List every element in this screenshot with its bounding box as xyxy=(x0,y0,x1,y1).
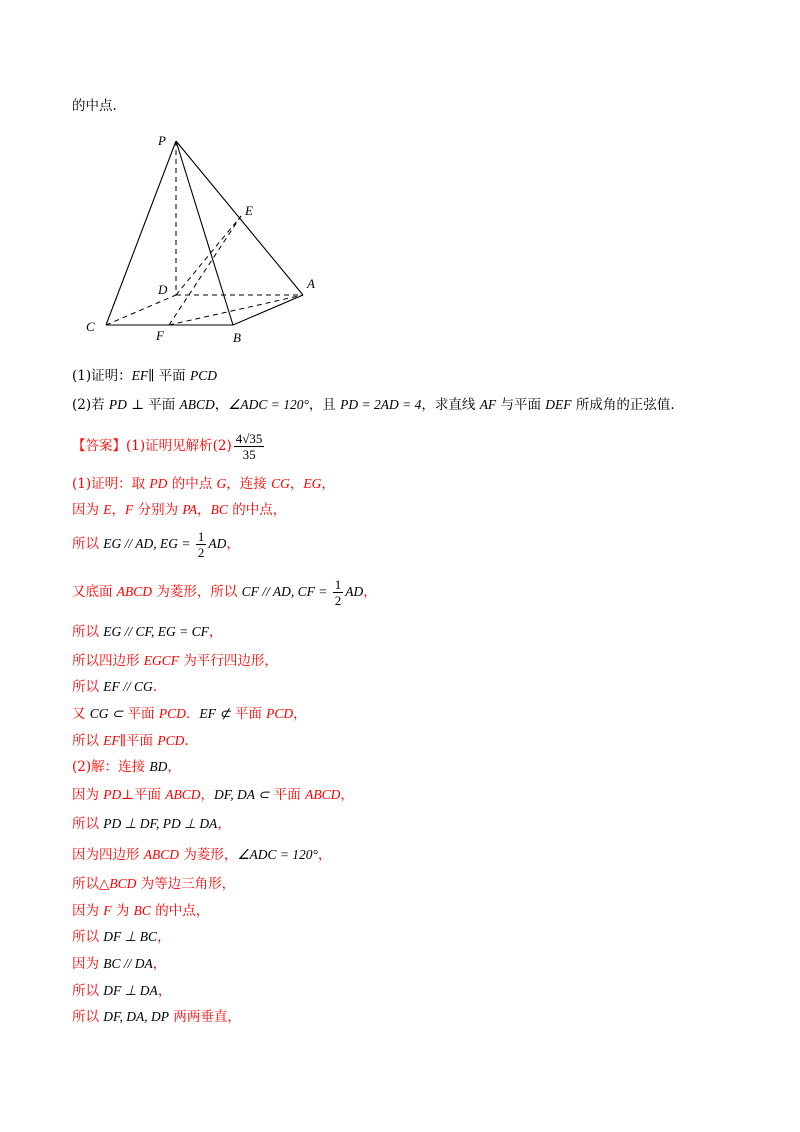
solution-line-1: (1)证明：取 PD 的中点 G，连接 CG，EG， xyxy=(72,476,335,492)
answer-line: 【答案】(1)证明见解析(2) $\frac{4√35}{35}$ xyxy=(72,431,263,462)
solution-line-19: 所以 DF, DA, DP 两两垂直， xyxy=(72,1009,241,1025)
label-f: F xyxy=(156,328,164,343)
label-d: D xyxy=(158,282,168,297)
edge-pb xyxy=(176,141,233,325)
edge-cd xyxy=(106,295,176,325)
solution-line-4: 又底面 ABCD 为菱形，所以 CF // AD, CF = $\frac{1}{2}$ AD， xyxy=(72,577,377,608)
pyramid-figure xyxy=(80,125,330,350)
question-part2: (2)若 PD ⊥ 平面 ABCD，∠ADC = 120°，且 PD = 2AD = 4，求直线 AF 与平面 DEF 所成角的正弦值. xyxy=(72,397,675,413)
answer-fraction: $\frac{4√35}{35}$ xyxy=(235,431,263,462)
label-c: C xyxy=(86,319,95,334)
question-part1: (1)证明：EF∥ 平面 PCD xyxy=(72,368,217,384)
label-e: E xyxy=(245,203,253,218)
label-p: P xyxy=(158,133,166,148)
solution-line-14: 所以△BCD 为等边三角形， xyxy=(72,876,236,892)
solution-line-11: 因为 PD⊥平面 ABCD，DF, DA ⊂ 平面 ABCD， xyxy=(72,787,354,803)
edge-pc xyxy=(106,141,176,325)
solution-line-16: 所以 DF ⊥ BC， xyxy=(72,929,171,945)
solution-line-7: 所以 EF // CG. xyxy=(72,679,158,695)
solution-line-18: 所以 DF ⊥ DA， xyxy=(72,983,172,999)
intro-tail-text: 的中点. xyxy=(72,98,117,114)
solution-line-8: 又 CG ⊂ 平面 PCD．EF ⊄ 平面 PCD， xyxy=(72,706,307,722)
edge-ba xyxy=(233,295,303,325)
solution-line-12: 所以 PD ⊥ DF, PD ⊥ DA， xyxy=(72,816,231,832)
solution-line-13: 因为四边形 ABCD 为菱形，∠ADC = 120°， xyxy=(72,847,332,863)
segment-de xyxy=(176,216,241,295)
solution-line-15: 因为 F 为 BC 的中点， xyxy=(72,903,210,919)
label-b: B xyxy=(233,330,241,345)
solution-line-2: 因为 E，F 分别为 PA，BC 的中点， xyxy=(72,502,287,518)
solution-line-9: 所以 EF∥平面 PCD. xyxy=(72,733,189,749)
solution-line-10: (2)解：连接 BD， xyxy=(72,759,181,775)
label-a: A xyxy=(307,276,315,291)
solution-line-17: 因为 BC // DA， xyxy=(72,956,167,972)
solution-line-5: 所以 EG // CF, EG = CF， xyxy=(72,624,223,640)
solution-line-3: 所以 EG // AD, EG = $\frac{1}{2}$ AD， xyxy=(72,529,240,560)
segment-fe xyxy=(169,216,241,325)
solution-line-6: 所以四边形 EGCF 为平行四边形， xyxy=(72,653,278,669)
segment-fa xyxy=(169,295,303,325)
